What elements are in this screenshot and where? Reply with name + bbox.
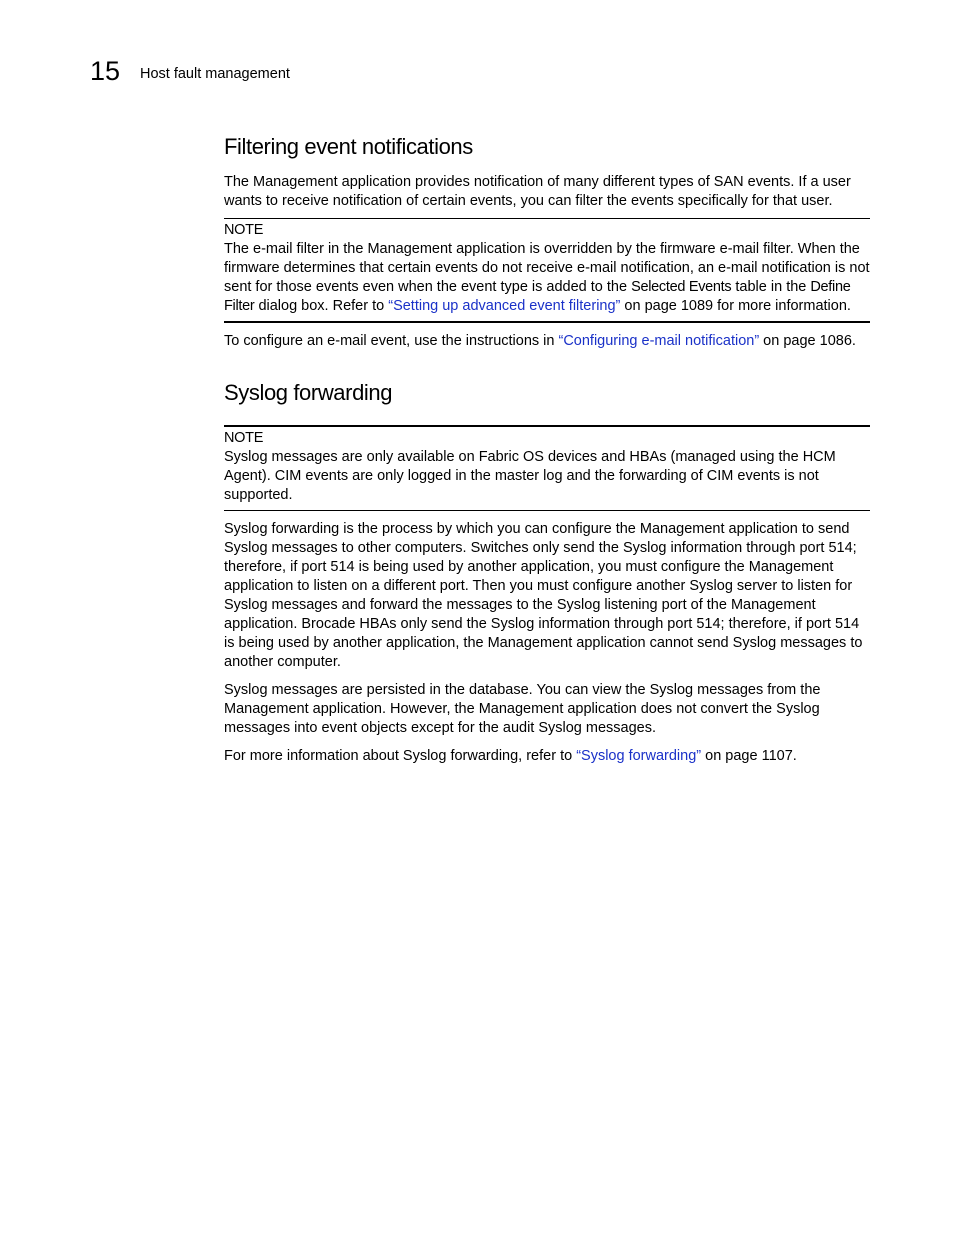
section-heading-syslog: Syslog forwarding [224, 380, 393, 405]
section-heading-filtering: Filtering event notifications [224, 134, 473, 159]
chapter-number: 15 [90, 56, 121, 86]
note-text-filtering [224, 240, 870, 316]
link-syslog-forwarding[interactable]: “Syslog forwarding” [576, 748, 702, 764]
note-text-syslog: Syslog messages are only available on Fabric OS devices and HBAs (managed using the HCM Agent). CIM events are only logged in the master log and the forwarding of CIM events is not supported. [224, 449, 836, 503]
more-info-text: For more information about Syslog forwarding, refer to [224, 748, 577, 764]
note-label: NOTE [224, 430, 264, 446]
filtering-intro-paragraph: The Management application provides notification of many different types of SAN events. If a user wants to receive notification of certain events, you can filter the events specifically for that user. [224, 174, 851, 209]
note-text-part: on page 1089 for more information. [620, 298, 851, 314]
note-box-syslog [224, 425, 870, 511]
link-advanced-event-filtering[interactable]: “Setting up advanced event filtering” [388, 298, 621, 314]
configure-text: on page 1086. [759, 333, 856, 349]
more-info-text: on page 1107. [701, 748, 797, 764]
note-text-part: dialog box. Refer to [254, 298, 389, 314]
ui-term-define-filter: Define Filter [224, 279, 851, 314]
note-text-part: The e-mail filter in the Management application is overridden by the firmware e-mail filter. When the firmware determines that certain events do not receive e-mail notification, an e-mail notification is not sent for those events even when the event type is added to the [224, 241, 870, 295]
syslog-paragraph-2: Syslog messages are persisted in the database. You can view the Syslog messages from the Management application. However, the Management application does not convert the Syslog messages into event objects except for the audit Syslog messages. [224, 682, 821, 736]
note-label: NOTE [224, 222, 264, 238]
syslog-more-info-paragraph [224, 747, 870, 766]
configure-text: To configure an e-mail event, use the instructions in [224, 333, 559, 349]
note-box-filtering [224, 218, 870, 323]
link-configuring-email-notification[interactable]: “Configuring e-mail notification” [558, 333, 760, 349]
ui-term-selected-events: Selected Events [631, 279, 732, 295]
page-content [224, 130, 870, 766]
note-text-part: table in the [731, 279, 811, 295]
chapter-title: Host fault management [140, 66, 290, 82]
syslog-paragraph-1: Syslog forwarding is the process by which you can configure the Management application to send Syslog messages to other computers. Switches only send the Syslog information through port 514; therefore, if port 514 is being used by another application, you must configure the Management application to listen on a different port. Then you must configure another Syslog server to listen for Syslog messages and forward the messages to the Syslog listening port of the Management application. Brocade HBAs only send the Syslog information through port 514; therefore, if port 514 is being used by another application, the Management application cannot send Syslog messages to another computer. [224, 521, 863, 670]
configure-paragraph [224, 332, 870, 351]
